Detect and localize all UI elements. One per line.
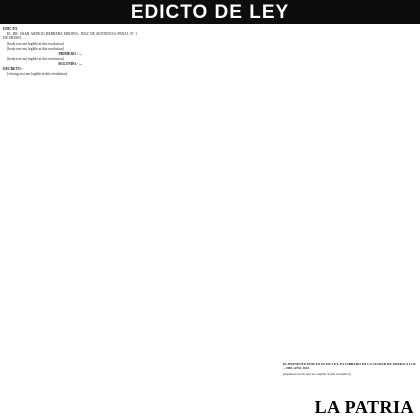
newspaper-logo (314, 398, 414, 416)
edict-body (3, 27, 417, 385)
edict-signer: [signature block text not legible at this resolution] (283, 372, 351, 376)
edict-paragraph: [body text not legible at this resolution] (7, 57, 64, 62)
edict-paragraph: EL DR. OSAR ARDIGO HERRERA MEDINA, JUEZ DE SENTENCIA PENAL Nº 1 DE ORURO, ... (3, 32, 137, 41)
edict-paragraph: [body text not legible at this resolution] (7, 46, 64, 51)
banner-title: EDICTO DE LEY (130, 1, 290, 23)
edict-footer (283, 362, 417, 376)
newspaper-logo-text: LA PATRIA (314, 397, 414, 417)
edict-lead: EDICTO. (3, 27, 19, 31)
edict-center-line: PRIMERO.- ... (58, 51, 82, 56)
edict-closing-line: [closing text not legible at this resolution] (7, 72, 68, 77)
edict-section-label: DECRETO.- (3, 67, 23, 72)
edict-notice: EL PRESENTE EDICTO ES DE LEY. ES LIBRADO EN LA CIUDAD DE ORURO A LOS ... DEL AÑO 2023. (283, 362, 416, 370)
edict-paragraph: [body text not legible at this resolution] (7, 41, 64, 46)
edict-banner (0, 0, 420, 24)
edict-center-line: SEGUNDO.- ... (58, 62, 82, 67)
